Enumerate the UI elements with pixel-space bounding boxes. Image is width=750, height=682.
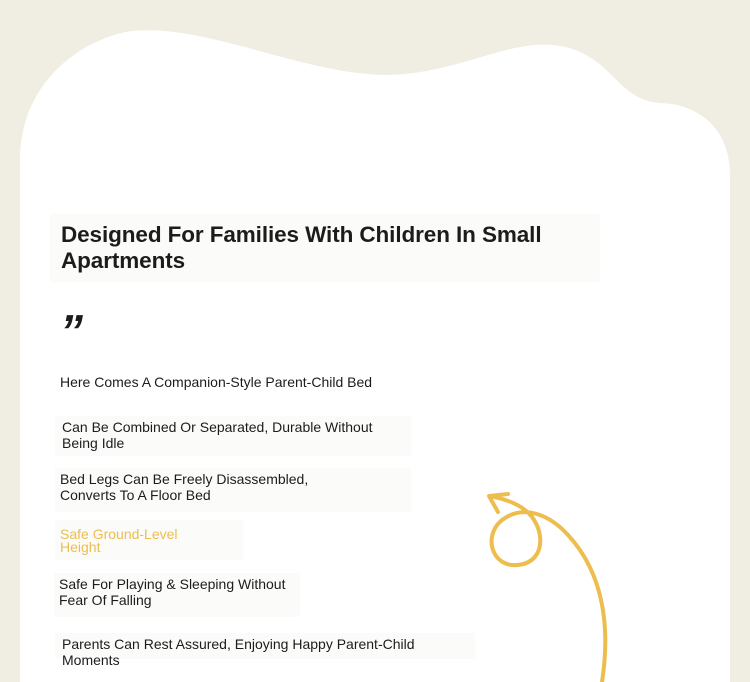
- feature-line-5: [54, 573, 300, 617]
- highlight-line: [55, 520, 243, 560]
- feature-line-5-text: Safe For Playing & Sleeping Without Fear Of Falling: [59, 576, 286, 608]
- feature-line-3-text: Bed Legs Can Be Freely Disassembled, Converts To A Floor Bed: [60, 471, 309, 503]
- highlight-line-text: Safe Ground-Level Height: [60, 526, 178, 555]
- curly-arrow-icon: [470, 480, 620, 682]
- feature-line-2-text: Can Be Combined Or Separated, Durable Without Being Idle: [62, 419, 373, 451]
- feature-line-3: [55, 468, 411, 512]
- feature-line-6: [55, 633, 475, 668]
- page-title: Designed For Families With Children In Small Apartments: [61, 222, 542, 273]
- title-box: [50, 214, 600, 282]
- quote-mark-icon: ”: [60, 305, 79, 357]
- feature-line-1: Here Comes A Companion-Style Parent-Child Bed: [60, 374, 373, 390]
- feature-line-2: [55, 416, 411, 456]
- feature-line-6-text: Parents Can Rest Assured, Enjoying Happy Parent-Child Moments: [62, 636, 415, 668]
